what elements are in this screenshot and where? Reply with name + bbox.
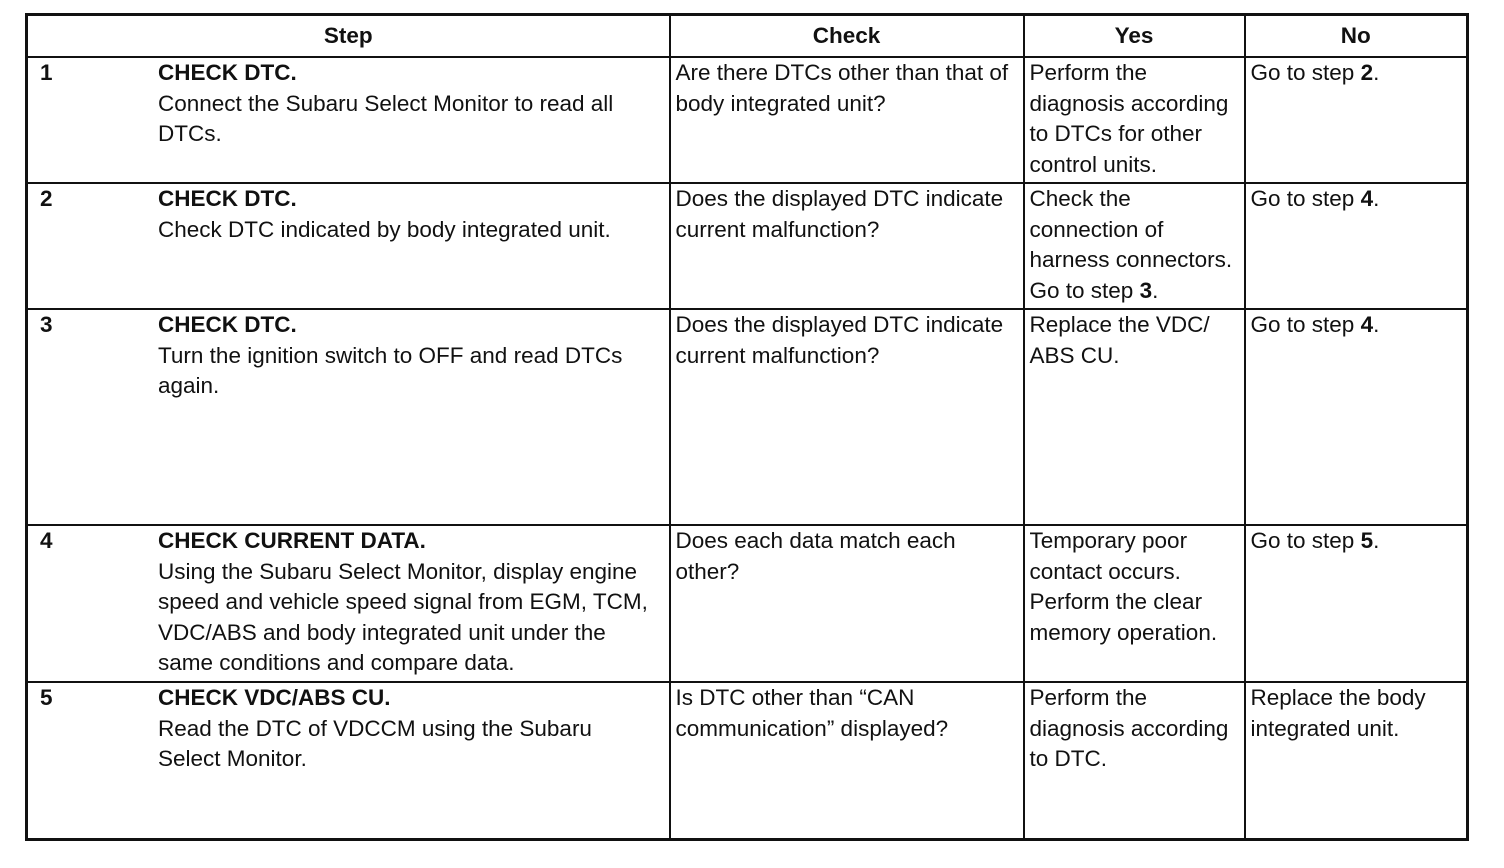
step-number: 4 xyxy=(40,528,53,553)
step-description: Read the DTC of VDCCM using the Subaru Select Monitor. xyxy=(158,715,592,771)
step-title: CHECK DTC. xyxy=(158,60,297,85)
diagnostic-procedure-table xyxy=(25,13,1469,841)
no-cell xyxy=(1245,309,1468,525)
yes-text: Replace the VDC/ ABS CU. xyxy=(1029,312,1210,368)
step-description: Turn the ignition switch to OFF and read DTCs again. xyxy=(158,342,623,398)
check-cell: Are there DTCs other than that of body integrated unit? xyxy=(670,57,1024,183)
no-step-ref: 4 xyxy=(1360,186,1374,211)
step-number: 3 xyxy=(40,312,53,337)
table-header-row xyxy=(27,15,1468,58)
no-cell xyxy=(1245,682,1468,840)
table-row-step-5 xyxy=(27,682,1468,840)
yes-tail: . xyxy=(1152,277,1159,303)
yes-cell xyxy=(1024,682,1245,840)
yes-text: Perform the diagnosis according to DTC. xyxy=(1029,685,1229,771)
yes-text: Check the connection of harness connectors. Go to step xyxy=(1029,186,1233,303)
step-title: CHECK VDC/ABS CU. xyxy=(158,685,391,710)
no-tail: . xyxy=(1373,528,1380,553)
check-cell: Does the displayed DTC indicate current malfunction? xyxy=(670,309,1024,525)
step-description: Check DTC indicated by body integrated unit. xyxy=(158,216,611,242)
step-cell xyxy=(27,682,670,840)
check-cell: Does each data match each other? xyxy=(670,525,1024,682)
yes-text: Temporary poor contact occurs. Perform the clear memory operation. xyxy=(1029,528,1218,645)
header-step: Step xyxy=(27,15,670,58)
diagnostic-sheet xyxy=(25,13,1469,841)
check-cell: Does the displayed DTC indicate current malfunction? xyxy=(670,183,1024,309)
step-title: CHECK CURRENT DATA. xyxy=(158,528,426,553)
yes-text: Perform the diagnosis according to DTCs for other control units. xyxy=(1029,60,1229,177)
step-number: 1 xyxy=(40,60,53,85)
table-row-step-4 xyxy=(27,525,1468,682)
header-check: Check xyxy=(670,15,1024,58)
header-yes: Yes xyxy=(1024,15,1245,58)
no-cell xyxy=(1245,57,1468,183)
no-step-ref: 5 xyxy=(1360,528,1374,553)
no-step-ref: 2 xyxy=(1360,60,1374,85)
yes-cell xyxy=(1024,309,1245,525)
no-tail: . xyxy=(1373,60,1380,85)
no-text: Go to step xyxy=(1250,528,1361,553)
no-text: Go to step xyxy=(1250,312,1361,337)
yes-cell xyxy=(1024,57,1245,183)
step-cell xyxy=(27,309,670,525)
no-text: Replace the body integrated unit. xyxy=(1250,685,1426,741)
step-cell xyxy=(27,57,670,183)
table-row-step-1 xyxy=(27,57,1468,183)
yes-cell xyxy=(1024,183,1245,309)
no-cell xyxy=(1245,183,1468,309)
step-number: 5 xyxy=(40,685,53,710)
no-tail: . xyxy=(1373,186,1380,211)
step-cell xyxy=(27,525,670,682)
no-step-ref: 4 xyxy=(1360,312,1374,337)
step-title: CHECK DTC. xyxy=(158,312,297,337)
yes-cell xyxy=(1024,525,1245,682)
no-cell xyxy=(1245,525,1468,682)
step-title: CHECK DTC. xyxy=(158,186,297,211)
table-row-step-2 xyxy=(27,183,1468,309)
no-text: Go to step xyxy=(1250,60,1361,85)
header-no: No xyxy=(1245,15,1468,58)
step-number: 2 xyxy=(40,186,53,211)
yes-step-ref: 3 xyxy=(1139,277,1153,303)
no-text: Go to step xyxy=(1250,186,1361,211)
check-cell: Is DTC other than “CAN communication” displayed? xyxy=(670,682,1024,840)
no-tail: . xyxy=(1373,312,1380,337)
table-row-step-3 xyxy=(27,309,1468,525)
step-description: Using the Subaru Select Monitor, display engine speed and vehicle speed signal from EGM, TCM, VDC/ABS and body integrated unit under the same conditions and compare data. xyxy=(158,558,648,675)
step-cell xyxy=(27,183,670,309)
step-description: Connect the Subaru Select Monitor to read all DTCs. xyxy=(158,90,614,146)
